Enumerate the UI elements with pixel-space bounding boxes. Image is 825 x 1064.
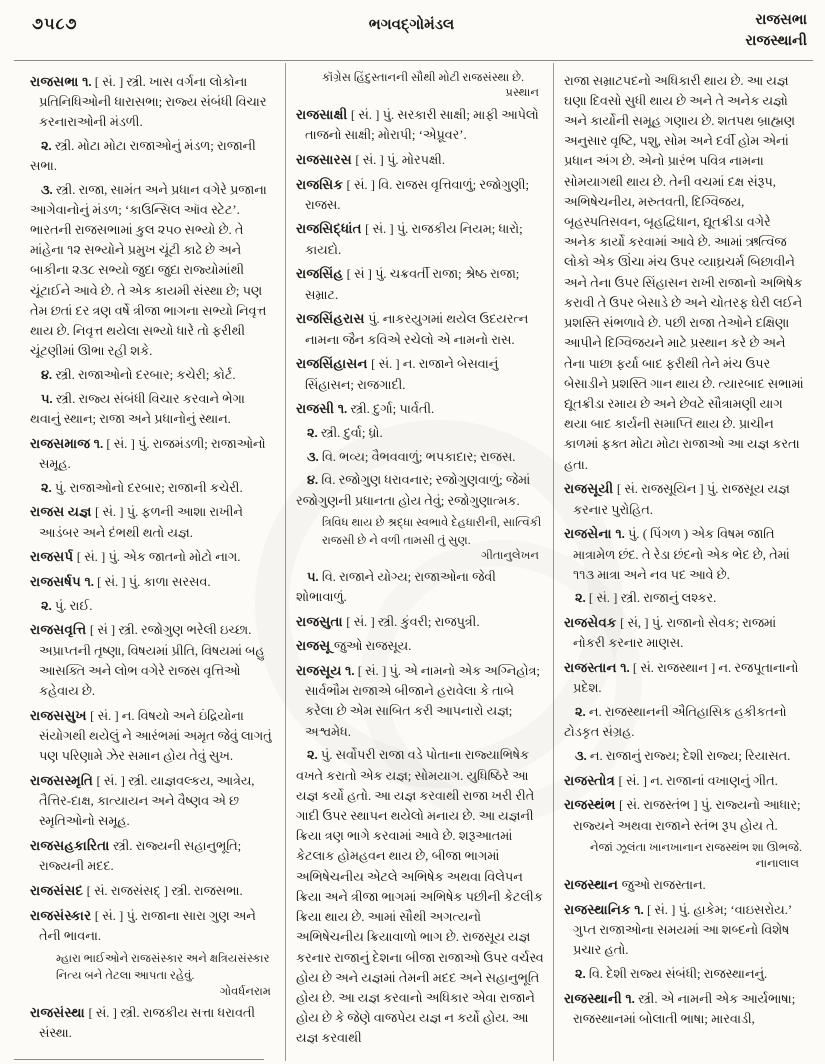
page-header <box>14 6 813 56</box>
quotation: નેજાં ઝૂલંતા ખાનખાનાન રાજસ્થંભ શા ઊભજે. <box>590 841 802 855</box>
guide-word-bottom: રાજસ્થાની <box>745 33 807 50</box>
sense-number: ૧. <box>615 527 628 542</box>
entry-headword: રાજસાક્ષી <box>296 106 351 122</box>
entry-headword: રાજસસ્મૃતિ <box>30 773 97 788</box>
entry-headword: રાજસમાજ <box>30 435 94 451</box>
citation-author: ગોવર્ધનરામ <box>219 984 271 998</box>
dictionary-entry: રાજસુતા [ સં. ] સ્ત્રી. કુંવરી; રાજપુત્રી. <box>296 613 480 629</box>
dictionary-entry: રાજસસુખ [ સં. ] ન. વિષયો અને ઇંદ્રિયોના સંયોગથી થયેલું ને આરંભમાં અમૃત જેવું લાગતું પણ પરિણામે ઝેર સમાન હોય તેવું સુખ. <box>30 707 272 764</box>
dictionary-entry: રાજસંસ્કાર [ સં. ] પું. રાજાના સારા ગુણ અને તેની ભાવના. <box>30 907 256 944</box>
entry-headword: રાજસેવક <box>564 615 621 631</box>
dictionary-entry: રાજસેવક [ સં, ] પું. રાજાનો સેવક; રાજમાં નોકરી કરનાર માણસ. <box>564 615 777 651</box>
column-3 <box>554 63 813 1061</box>
entry-sense: ૫. સ્ત્રી. રાજ્ય સંબંધી વિચાર કરવાને ભેગા થવાનું સ્થાન; રાજા અને પ્રધાનોનું સ્થાન. <box>30 391 245 426</box>
dictionary-entry: રાજસર્પ [ સં. ] પું. એક જાતનો મોટો નાગ. <box>30 549 241 565</box>
dictionary-entry: રાજસહકારિતા સ્ત્રી. રાજ્યની સહાનુભૂતિ; રાજ્યની મદદ. <box>30 838 242 874</box>
sense-number: ૩. <box>41 182 56 197</box>
sense-number: ૨. <box>575 591 589 606</box>
sense-number: ૧. <box>345 663 358 678</box>
entry-sense: ૫. વિ. રાજાને યોગ્ય; રાજાઓના જેવી શોભાવાળું. <box>296 569 496 604</box>
sense-number: ૧. <box>620 661 633 676</box>
sense-number: ૨. <box>41 480 55 495</box>
sense-number: ૩. <box>307 449 322 464</box>
dictionary-entry: રાજસારસ [ સં. ] પું. મોરપક્ષી. <box>296 151 446 167</box>
sense-number: ૪. <box>41 368 56 383</box>
citation-author: નાનાલાલ <box>755 856 799 870</box>
dictionary-entry: રાજસિદ્ધાંત [ સં. ] પું. રાજકીય નિયમ; ધારો; કાયદો. <box>296 221 523 257</box>
dictionary-entry: રાજસવૃત્તિ [ સં ] સ્ત્રી. રજોગુણ ભરેલી ઇચ્છા. અપ્રાપ્તની તૃષ્ણા, વિષયમાં પ્રીતિ, વિષયમાં બહુ આસક્તિ અને લોભ વગેરે રાજસ વૃત્તિઓ કહેવાય છે. <box>30 622 265 699</box>
sense-number: ૨. <box>41 598 55 613</box>
dictionary-entry: રાજસંસ્થા [ સં. ] સ્ત્રી. રાજકીય સત્તા ધરાવતી સંસ્થા. <box>30 1005 256 1041</box>
entry-sense: ૨. સ્ત્રી. મોટા મોટા રાજાઓનું મંડળ; રાજાની સભા. <box>30 138 256 173</box>
entry-headword: રાજસી <box>296 401 338 417</box>
entry-sense: ૨. [ સં. ] સ્ત્રી. રાજાનું લશ્કર. <box>575 591 717 606</box>
entry-headword: રાજસૂય <box>296 662 346 678</box>
dictionary-entry: રાજસ યજ્ઞ [ સં. ] પું. ફળની આશા રાખીને આડંબર અને દંભથી થતો યજ્ઞ. <box>30 504 243 540</box>
entry-headword: રાજસિદ્ધાંત <box>296 221 366 237</box>
entry-headword: રાજસ્તોત્ર <box>564 772 619 788</box>
dictionary-entry: રાજસ્થંભ [ સં. રાજસ્તંભ ] પું. રાજ્યનો આધાર; રાજ્યને અથવા રાજાને સ્તંભ રૂપ હોય તે. <box>564 797 801 833</box>
entry-headword: રાજસહકારિતા <box>30 838 114 854</box>
entry-headword: રાજસિંહાસન <box>296 356 372 372</box>
sense-number: ૪. <box>307 473 322 488</box>
dictionary-entry: રાજસભા ૧. [ સં. ] સ્ત્રી. ખાસ વર્ગના લોકોના પ્રતિનિધિઓની ધારાસભા; રાજ્ય સંબંધી વિચાર કરનારાઓની મંડળી. <box>30 73 267 129</box>
citation-author: ગીતાનુલેખન <box>481 549 539 563</box>
column-1 <box>14 63 286 1061</box>
entry-headword: રાજસારસ <box>296 151 356 167</box>
dictionary-entry: રાજસૂયી [ સં. રાજસૂયિન ] પું. રાજસૂય યજ્ઞ કરનાર પુરોહિત. <box>564 481 790 517</box>
entry-headword: રાજસ્થાની <box>564 990 626 1006</box>
sense-number: ૩. <box>575 749 590 763</box>
entry-headword: રાજસ્થાનિક <box>564 901 635 917</box>
dictionary-entry: રાજસિંહ [ સં ] પું. ચક્રવર્તી રાજા; શ્રેષ્ઠ રાજા; સમ્રાટ. <box>296 266 520 302</box>
guide-words <box>745 6 813 52</box>
entry-sense: ૨. પું. રાજાઓનો દરબાર; રાજાની કચેરી. <box>41 480 243 495</box>
quotation: મ્હારા ભાઈઓને રાજસંસ્કાર અને ક્ષત્રિયસંસ્કાર નિત્ય બને તેટલા આપતા રહેવું. <box>56 951 270 983</box>
guide-word-top: રાજસભા <box>755 12 807 28</box>
dictionary-entry: રાજસૂ જુઓ રાજસૂય. <box>296 638 412 654</box>
text-columns <box>14 63 813 1061</box>
sense-number: ૨. <box>575 705 589 720</box>
dictionary-entry: રાજસિંહાસન [ સં. ] ન. રાજાને બેસવાનું સિંહાસન; રાજગાદી. <box>296 356 499 392</box>
dictionary-entry: રાજસિક [ સં. ] વિ. રાજસ વૃત્તિવાળું; રજોગુણી; રાજસ. <box>296 176 530 212</box>
entry-headword: રાજસ્થાન <box>564 877 622 893</box>
dictionary-entry: રાજસર્ષપ ૧. [ સં. ] પું. કાળા સરસવ. <box>30 574 211 590</box>
header-rule <box>14 60 813 61</box>
footer-rule <box>14 1059 264 1060</box>
entry-sense: ૨. ન. રાજસ્થાનની ઐતિહાસિક હકીકતનો ટોડકૃત સંગ્રહ. <box>564 705 787 740</box>
sense-number: ૧. <box>84 575 98 590</box>
entry-headword: રાજસંસ્કાર <box>30 907 95 923</box>
dictionary-entry: રાજસ્થાનિક ૧. [ સં. ] પું. હાકેમ; ‘વાઇસરોય.’ ગુપ્ત રાજાઓના સમયમાં આ શબ્દનો વિશેષ પ્રચાર હતો. <box>564 901 792 958</box>
dictionary-entry: રાજસૂય ૧. [ સં. ] પું. એ નામનો એક અગ્નિહોત્ર; સાર્વભૌમ રાજાએ બીજાને હરાવેલા કે તાબે કરેલા છે એમ સાબિત કરી આપનારો યજ્ઞ; અશ્વમેધ. <box>296 662 540 739</box>
entry-headword: રાજસર્પ <box>30 549 77 565</box>
entry-sense: ૪. સ્ત્રી. રાજાઓનો દરબાર; કચેરી; કોર્ટ. <box>41 368 236 383</box>
sense-number: ૫. <box>307 569 322 584</box>
entry-headword: રાજસભા <box>30 73 83 89</box>
book-title: ભગવદ્ગોમંડલ <box>368 17 455 33</box>
dictionary-entry: રાજસ્થાની ૧. સ્ત્રી. એ નામની એક આર્યભાષા; રાજસ્થાનમાં બોલાતી ભાષા; મારવાડી, <box>564 990 796 1027</box>
entry-continuation: રાજા સમ્રાટપદનો અધિકારી થાય છે. આ યજ્ઞ ઘણા દિવસો સુધી થાય છે અને તે અનેક યજ્ઞો અને કાર્યોની સમૂહ ગણાય છે. શતપથ બ્રાહ્મણ અનુસાર વૃષ્ટિ, પશુ, સોમ અને દર્વી હોમ એનાં પ્રધાન અંગ છે. એનો પ્રારંભ પવિત્ર નામના સોમયાગથી થાય છે. તેની વચમાં દક્ષ સંરૂપ, અભિષેચનીય, મરુતવતી, દિગ્વિજય, બૃહસ્પતિસવન, બૃહદ્વિધાન, દ્યૂતક્રીડા વગેરે અનેક કાર્યો કરવામાં આવે છે. આમાં ઋત્વિજ લોકો એક ઊંચા મંચ ઉપર વ્યાઘ્રચર્મ બિછાવીને અને તેના ઉપર સિંહાસન રાખી રાજાનો અભિષેક કરાવી તે ઉપર બેસાડે છે અને ચોતરફ ઘેરી લઈને પ્રશસ્તિ સંભળાવે છે. પછી રાજા તેઓને દક્ષિણા આપીને દિગ્વિજયને માટે પ્રસ્થાન કરે છે અને તેના પાછા ફર્યા બાદ ફરીથી તેને મંચ ઉપર બેસાડીને પ્રશસ્તિ ગાન થાય છે. ત્યારબાદ સભામાં દ્યૂતક્રીડા રમાય છે અને છેવટે સૌત્રામણી યાગ થયા બાદ કાર્યની સમાપ્તિ થાય છે. પ્રાચીન કાળમાં ફક્ત મોટા મોટા રાજાઓ આ યજ્ઞ કરતા હતા. <box>564 73 804 472</box>
sense-number: ૨. <box>307 748 321 763</box>
dictionary-entry: રાજસ્તાન ૧. [ સં. રાજસ્થાન ] ન. રજપૂતાનાનો પ્રદેશ. <box>564 660 799 696</box>
dictionary-entry: રાજસંસદ [ સં. રાજસંસદ્ ] સ્ત્રી. રાજસભા. <box>30 883 243 899</box>
dictionary-entry: રાજસેના ૧. પું. ( પિંગળ ) એક વિષમ જાતિ માત્રામેળ છંદ. તે રેડા છંદનો એક ભેદ છે, તેમાં ૧૧૩ માત્રા અને નવ પદ આવે છે. <box>564 526 790 582</box>
sense-number: ૧. <box>634 902 647 917</box>
sense-number: ૨. <box>41 138 55 153</box>
entry-headword: રાજસિંહરાસ <box>296 311 369 327</box>
entry-headword: રાજસુતા <box>296 613 347 629</box>
sense-number: ૧. <box>82 74 95 89</box>
entry-headword: રાજસૂયી <box>564 481 617 497</box>
entry-sense: ૨. પું. રાઈ. <box>41 598 93 613</box>
dictionary-entry: રાજસિંહરાસ પું. નાકરયુગમાં થયેલ ઉદયરત્ન નામના જૈન કવિએ રચેલો એ નામનો રાસ. <box>296 311 529 347</box>
entry-headword: રાજસવૃત્તિ <box>30 622 90 638</box>
dictionary-entry: રાજસસ્મૃતિ [ સં. ] સ્ત્રી. યાજ્ઞવલ્કય, આત્રેય, તૈત્તિર-દાક્ષ, કાત્યાયન અને વૈષ્ણવ એ છ સ્મૃતિઓનો સમૂહ. <box>30 773 255 829</box>
entry-headword: રાજસસુખ <box>30 707 91 723</box>
entry-sense: ૩. ન. રાજાનું રાજ્ય; દેશી રાજ્ય; રિયાસત. <box>575 749 791 763</box>
sense-number: ૨. <box>575 967 589 982</box>
dictionary-entry: રાજસી ૧. સ્ત્રી. દુર્ગા; પાર્વતી. <box>296 401 435 417</box>
entry-sense: ૨. પું. સર્વોપરી રાજા વડે પોતાના રાજ્યાભિષેક વખતે કરાતો એક યજ્ઞ; સોમયાગ. યુધિષ્ઠિરે આ યજ્ઞ કર્યો હતો. આ યજ્ઞ કરવાથી રાજા ખરી રીતે ગાદી ઉપર સ્થાપન થયેલો મનાય છે. આ યજ્ઞની ક્રિયા ત્રણ ભાગે કરવામાં આવે છે. શરૂઆતમાં કેટલાક હોમહવન થાય છે, બીજા ભાગમાં અભિષેચનીય એટલે અભિષેક અથવા વિલેપન ક્રિયા અને ત્રીજા ભાગમાં અભિષેક પછીની કેટલીક ક્રિયા થાય છે. આમાં સૌથી અગત્યનો અભિષેચનીય ક્રિયાવાળો ભાગ છે. રાજસૂય યજ્ઞ કરનાર રાજાનું દેશના બીજા રાજાઓ ઉપર વર્ચસ્વ હોય છે અને યજ્ઞમાં તેમની મદદ અને સહાનુભૂતિ હોય છે. આ યજ્ઞ કરવાનો અધિકાર એવા રાજાને હોય છે કે જેણે વાજપેય યજ્ઞ ન કર્યો હોય. આ યજ્ઞ કરવાથી <box>296 748 544 1046</box>
quotation: કૉંગ્રેસ હિંદુસ્તાનની સૌથી મોટી રાજસંસ્થા છે. <box>322 71 524 84</box>
sense-number: ૨. <box>307 425 321 440</box>
sense-number: ૧. <box>93 436 107 451</box>
sense-number: ૧. <box>625 991 639 1006</box>
entry-headword: રાજસંસ્થા <box>30 1005 89 1021</box>
quotation: ત્રિવિધ થાય છે શ્રદ્ધા સ્વભાવે દેહધારીની, સાત્વિકી રાજસી છે ને વળી તામસી તું સુણ. <box>322 516 542 547</box>
entry-headword: રાજસેના <box>564 526 616 542</box>
entry-headword: રાજસિક <box>296 176 347 192</box>
dictionary-entry: રાજસમાજ ૧. [ સં. ] પું. રાજમંડળી; રાજાઓનો સમૂહ. <box>30 435 266 471</box>
entry-sense: ૨. વિ. દેશી રાજ્ય સંબંધી; રાજસ્થાનનું. <box>575 967 768 982</box>
citation-author: પ્રસ્થાન <box>505 86 539 100</box>
page-number: ૭૫૮૭ <box>32 16 78 33</box>
entry-sense: ૪. વિ. રજોગુણ ધરાવનાર; રજોગુણવાળું; જેમાં રજોગુણની પ્રધાનતા હોય તેવું; રજોગુણાત્મક. <box>296 473 531 508</box>
entry-sense: ૩. વિ. ભવ્ય; વૈભવવાળું; ભપકાદાર; રાજસ. <box>307 449 516 464</box>
entry-headword: રાજસ્થંભ <box>564 797 620 813</box>
entry-headword: રાજસંસદ <box>30 883 87 899</box>
sense-number: ૫. <box>41 391 56 406</box>
entry-headword: રાજસર્ષપ <box>30 574 85 590</box>
entry-headword: રાજસ્તાન <box>564 660 621 676</box>
dictionary-entry: રાજસ્થાન જુઓ રાજસ્તાન. <box>564 877 706 893</box>
entry-headword: રાજસૂ <box>296 638 334 654</box>
entry-sense: ૩. સ્ત્રી. રાજા, સામંત અને પ્રધાન વગેરે પ્રજાના આગેવાનોનું મંડળ; ‘કાઉન્સિલ ઑવ સ્ટેટ’. ભારતની રાજસભામાં કુલ ૨૫૦ સભ્યો છે. તે માંહેના ૧૨ સભ્યોને પ્રમુખ ચૂંટી કાઢે છે અને બાકીના ૨૩૮ સભ્યો જુદા જુદા રાજ્યોમાંથી ચૂંટાઈને આવે છે. તે એક કાયમી સંસ્થા છે; પણ તેમ છતાં દર ત્રણ વર્ષે ત્રીજા ભાગના સભ્યો નિવૃત્ત થાય છે. નિવૃત્ત થયેલા સભ્યો ધારે તો ફરીથી ચૂંટણીમાં ઊભા રહી શકે. <box>30 182 267 359</box>
dictionary-entry: રાજસ્તોત્ર [ સં. ] ન. રાજાનાં વખાણનું ગીત. <box>564 772 778 788</box>
entry-headword: રાજસ યજ્ઞ <box>30 504 96 520</box>
entry-sense: ૨. સ્ત્રી. દુર્વા; ધ્રો. <box>307 425 383 440</box>
column-2 <box>286 63 554 1061</box>
dictionary-entry: રાજસાક્ષી [ સં. ] પું. સરકારી સાક્ષી; માફી આપેલો તાજનો સાક્ષી; મોરાપી; ‘એપ્રૂવર’. <box>296 106 539 143</box>
entry-headword: રાજસિંહ <box>296 266 347 282</box>
sense-number: ૧. <box>337 402 351 417</box>
